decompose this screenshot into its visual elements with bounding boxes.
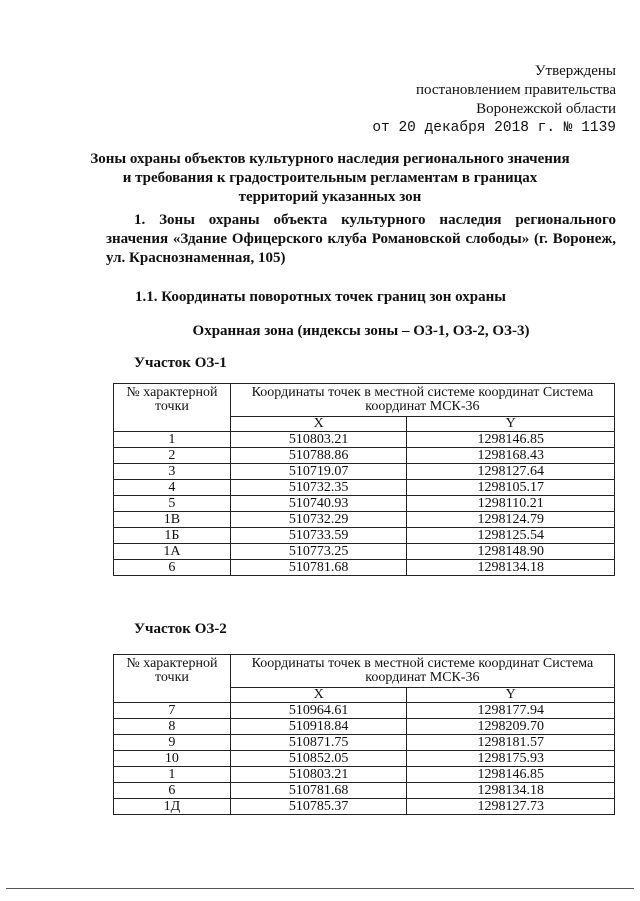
cell-x: 510852.05 bbox=[230, 751, 407, 767]
cell-x: 510788.86 bbox=[230, 448, 407, 464]
header-y: Y bbox=[407, 688, 615, 703]
table-row bbox=[114, 560, 615, 576]
cell-y: 1298146.85 bbox=[407, 432, 615, 448]
table-row bbox=[114, 496, 615, 512]
cell-point: 7 bbox=[114, 703, 231, 719]
approval-line-2: постановлением правительства bbox=[415, 82, 616, 98]
parcel-1-title: Участок ОЗ-1 bbox=[134, 355, 227, 371]
cell-x: 510732.29 bbox=[230, 512, 407, 528]
cell-point: 6 bbox=[114, 783, 231, 799]
approval-date: от 20 декабря 2018 г. № 1139 bbox=[372, 120, 616, 136]
table-row bbox=[114, 751, 615, 767]
cell-x: 510803.21 bbox=[230, 432, 407, 448]
cell-y: 1298181.57 bbox=[407, 735, 615, 751]
header-x: X bbox=[230, 688, 407, 703]
cell-x: 510732.35 bbox=[230, 480, 407, 496]
header-y: Y bbox=[407, 417, 615, 432]
cell-y: 1298125.54 bbox=[407, 528, 615, 544]
header-point: № характерной точки bbox=[114, 384, 231, 432]
table-row bbox=[114, 703, 615, 719]
cell-point: 4 bbox=[114, 480, 231, 496]
table-row bbox=[114, 735, 615, 751]
table-row bbox=[114, 719, 615, 735]
cell-point: 1 bbox=[114, 767, 231, 783]
parcel-1-table bbox=[113, 383, 615, 576]
subsection-heading: 1.1. Координаты поворотных точек границ зон охраны bbox=[135, 289, 507, 305]
cell-y: 1298127.64 bbox=[407, 464, 615, 480]
document-title: Зоны охраны объектов культурного наследия регионального значения и требования к градостроительным регламентам в границах территорий указанных зон bbox=[90, 151, 570, 205]
approval-line-3: Воронежской области bbox=[476, 101, 616, 117]
cell-y: 1298134.18 bbox=[407, 783, 615, 799]
cell-x: 510733.59 bbox=[230, 528, 407, 544]
cell-point: 9 bbox=[114, 735, 231, 751]
cell-x: 510871.75 bbox=[230, 735, 407, 751]
cell-x: 510773.25 bbox=[230, 544, 407, 560]
cell-x: 510740.93 bbox=[230, 496, 407, 512]
cell-y: 1298168.43 bbox=[407, 448, 615, 464]
cell-y: 1298110.21 bbox=[407, 496, 615, 512]
cell-y: 1298177.94 bbox=[407, 703, 615, 719]
cell-point: 8 bbox=[114, 719, 231, 735]
table-row bbox=[114, 544, 615, 560]
cell-x: 510719.07 bbox=[230, 464, 407, 480]
cell-x: 510918.84 bbox=[230, 719, 407, 735]
cell-point: 1Д bbox=[114, 799, 231, 815]
cell-point: 10 bbox=[114, 751, 231, 767]
table-row bbox=[114, 783, 615, 799]
table-row bbox=[114, 767, 615, 783]
cell-point: 2 bbox=[114, 448, 231, 464]
cell-y: 1298148.90 bbox=[407, 544, 615, 560]
header-coords: Координаты точек в местной системе координат Система координат МСК-36 bbox=[230, 384, 614, 417]
cell-point: 3 bbox=[114, 464, 231, 480]
cell-y: 1298209.70 bbox=[407, 719, 615, 735]
cell-y: 1298124.79 bbox=[407, 512, 615, 528]
page-bottom-line bbox=[6, 888, 634, 889]
cell-point: 6 bbox=[114, 560, 231, 576]
cell-point: 1А bbox=[114, 544, 231, 560]
cell-x: 510781.68 bbox=[230, 560, 407, 576]
parcel-1-rows bbox=[114, 432, 615, 576]
cell-y: 1298127.73 bbox=[407, 799, 615, 815]
table-row bbox=[114, 799, 615, 815]
header-x: X bbox=[230, 417, 407, 432]
cell-x: 510781.68 bbox=[230, 783, 407, 799]
table-row bbox=[114, 528, 615, 544]
header-point: № характерной точки bbox=[114, 655, 231, 703]
cell-x: 510964.61 bbox=[230, 703, 407, 719]
cell-y: 1298146.85 bbox=[407, 767, 615, 783]
parcel-2-table bbox=[113, 654, 615, 815]
parcel-2-rows bbox=[114, 703, 615, 815]
cell-y: 1298175.93 bbox=[407, 751, 615, 767]
cell-point: 1 bbox=[114, 432, 231, 448]
table-row bbox=[114, 512, 615, 528]
cell-x: 510785.37 bbox=[230, 799, 407, 815]
table-row bbox=[114, 432, 615, 448]
approval-block bbox=[372, 62, 616, 138]
table-row bbox=[114, 480, 615, 496]
section-1-heading: 1. Зоны охраны объекта культурного наследия регионального значения «Здание Офицерского клуба Романовской слободы» (г. Воронеж, ул. Краснознаменная, 105) bbox=[106, 212, 616, 266]
cell-y: 1298134.18 bbox=[407, 560, 615, 576]
parcel-2-title: Участок ОЗ-2 bbox=[134, 621, 227, 637]
cell-point: 1Б bbox=[114, 528, 231, 544]
table-row bbox=[114, 464, 615, 480]
table-row bbox=[114, 448, 615, 464]
cell-point: 1В bbox=[114, 512, 231, 528]
cell-y: 1298105.17 bbox=[407, 480, 615, 496]
zone-heading: Охранная зона (индексы зоны – ОЗ-1, ОЗ-2, ОЗ-3) bbox=[192, 323, 530, 339]
cell-x: 510803.21 bbox=[230, 767, 407, 783]
header-coords: Координаты точек в местной системе координат Система координат МСК-36 bbox=[230, 655, 614, 688]
cell-point: 5 bbox=[114, 496, 231, 512]
approval-line-1: Утверждены bbox=[534, 63, 616, 79]
